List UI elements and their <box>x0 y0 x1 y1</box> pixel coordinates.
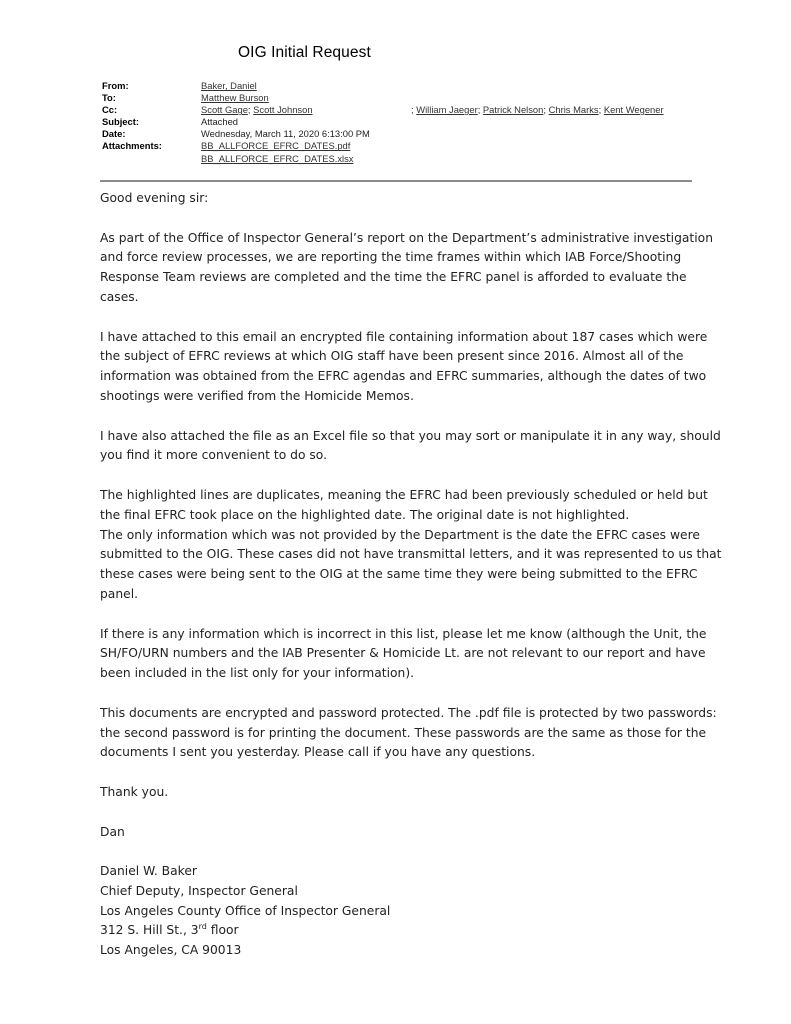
body-line: you find it more convenient to do so. <box>100 448 327 463</box>
from-link[interactable]: Baker, Daniel <box>201 80 257 91</box>
attachment-link-pdf[interactable]: BB_ALLFORCE_EFRC_DATES.pdf <box>201 140 351 152</box>
from-label: From: <box>102 80 129 91</box>
header-divider <box>100 180 692 182</box>
body-line: The only information which was not provided by the Department is the date the EFRC cases were <box>100 527 700 542</box>
paragraph-highlighted-lines <box>100 486 722 605</box>
body-line: I have also attached the file as an Excel file so that you may sort or manipulate it in any way, should <box>100 428 721 443</box>
paragraph-report-purpose <box>100 229 713 308</box>
cc-label: Cc: <box>102 104 118 116</box>
cc-list-primary: Scott Gage; Scott Johnson <box>201 104 313 116</box>
body-line: these cases were being sent to the OIG at the same time they were being submitted to the EFRC <box>100 567 698 582</box>
address-street: 312 S. Hill St., 3 <box>100 923 199 938</box>
cc-link[interactable]: Patrick Nelson <box>482 104 544 116</box>
body-line: If there is any information which is incorrect in this list, please let me know (although the Unit, the <box>100 626 707 641</box>
signature-position: Chief Deputy, Inspector General <box>100 883 298 898</box>
attachments-row-2 <box>102 153 692 165</box>
attachment-link-xlsx[interactable]: BB_ALLFORCE_EFRC_DATES.xlsx <box>201 152 354 164</box>
signature-block <box>100 862 700 961</box>
body-line: the subject of EFRC reviews at which OIG staff have been present since 2016. Almost all of the <box>100 349 684 364</box>
paragraph-excel-file <box>100 427 721 467</box>
body-line: I have attached to this email an encrypted file containing information about 187 cases which were <box>100 329 708 344</box>
body-line: documents I sent you yesterday. Please call if you have any questions. <box>100 745 536 760</box>
cc-link[interactable]: William Jaeger <box>416 104 478 116</box>
to-link[interactable]: Matthew Burson <box>201 92 269 104</box>
to-row <box>102 92 692 104</box>
signature-city: Los Angeles, CA 90013 <box>100 943 242 958</box>
signature-address <box>100 921 700 941</box>
body-line: submitted to the OIG. These cases did not have transmittal letters, and it was represented to us that <box>100 547 722 562</box>
body-line: panel. <box>100 586 139 601</box>
date-value: Wednesday, March 11, 2020 6:13:00 PM <box>201 128 370 140</box>
signoff: Dan <box>100 824 125 839</box>
address-floor: floor <box>206 923 239 938</box>
greeting: Good evening sir: <box>100 191 209 205</box>
subject-label: Subject: <box>102 116 139 128</box>
body-line: As part of the Office of Inspector General’s report on the Department’s administrative investigation <box>100 230 713 245</box>
address-ordinal: rd <box>198 922 207 932</box>
body-line: the second password is for printing the document. These passwords are the same as those for the <box>100 725 707 740</box>
signature-name: Daniel W. Baker <box>100 864 197 879</box>
paragraph-attached-file <box>100 328 708 407</box>
body-line: the final EFRC took place on the highlighted date. The original date is not highlighted. <box>100 507 630 522</box>
email-body <box>100 189 722 961</box>
body-line: information was obtained from the EFRC agendas and EFRC summaries, although the dates of two <box>100 369 707 384</box>
body-line: been included in the list only for your information). <box>100 666 415 681</box>
paragraph-incorrect-info <box>100 625 707 684</box>
date-row <box>102 128 692 140</box>
email-header <box>102 80 692 165</box>
cc-link[interactable]: Kent Wegener <box>603 104 664 116</box>
closing: Thank you. <box>100 784 169 799</box>
body-line: This documents are encrypted and password protected. The .pdf file is protected by two passwords: <box>100 705 717 720</box>
body-line: and force review processes, we are reporting the time frames within which IAB Force/Shooting <box>100 250 682 265</box>
to-label: To: <box>102 92 116 104</box>
cc-link[interactable]: Chris Marks <box>548 104 599 116</box>
paragraph-encryption <box>100 704 717 763</box>
body-line: cases. <box>100 289 139 304</box>
document-title: OIG Initial Request <box>238 44 371 61</box>
date-label: Date: <box>102 128 126 140</box>
attachments-row <box>102 140 692 152</box>
cc-list-secondary: ; William Jaeger; Patrick Nelson; Chris Marks; Kent Wegener <box>411 104 664 116</box>
cc-link[interactable]: Scott Gage <box>201 104 248 116</box>
signature-office: Los Angeles County Office of Inspector General <box>100 903 391 918</box>
from-row <box>102 80 692 92</box>
body-line: The highlighted lines are duplicates, meaning the EFRC had been previously scheduled or held but <box>100 487 708 502</box>
subject-value: Attached <box>201 116 239 128</box>
body-line: SH/FO/URN numbers and the IAB Presenter & Homicide Lt. are not relevant to our report and have <box>100 646 706 661</box>
attachments-label: Attachments: <box>102 140 162 152</box>
body-line: shootings were verified from the Homicide Memos. <box>100 388 414 403</box>
cc-link[interactable]: Scott Johnson <box>253 104 313 116</box>
cc-row <box>102 104 692 116</box>
subject-row <box>102 116 692 128</box>
body-line: Response Team reviews are completed and the time the EFRC panel is afforded to evaluate the <box>100 270 687 285</box>
